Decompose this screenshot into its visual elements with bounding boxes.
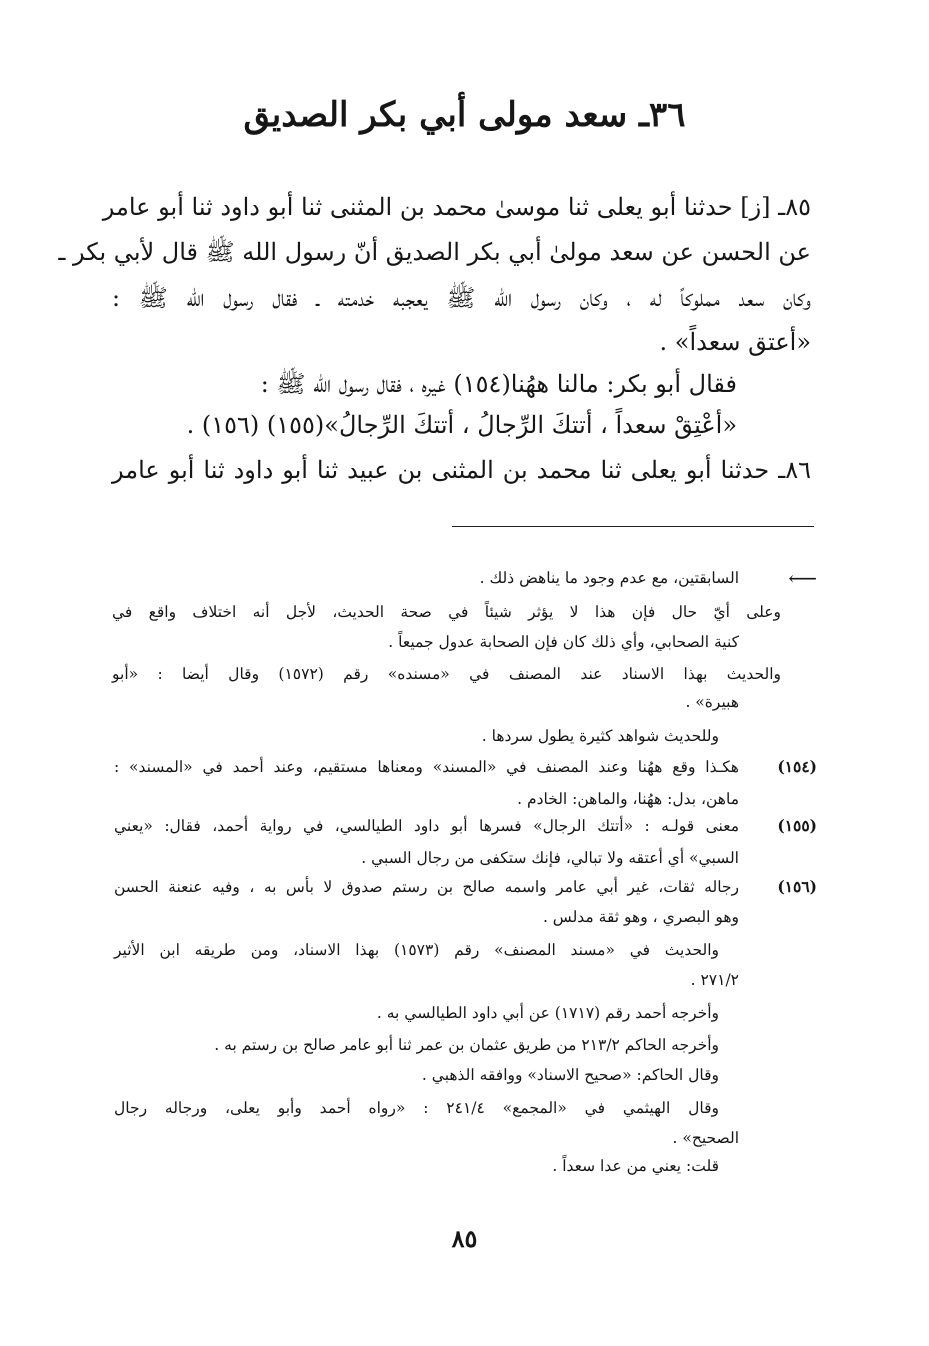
footnote-line: والحديث في «مسند المصنف» رقم (١٥٧٣) بهذا الاسناد، ومن طريقه ابن الأثير bbox=[114, 941, 720, 959]
footnote-number: (١٥٥) bbox=[777, 816, 817, 835]
footnote-line: السابقتين، مع عدم وجود ما يناهض ذلك . bbox=[479, 569, 739, 587]
footnote-line: هبيرة» . bbox=[685, 693, 739, 711]
footnote-line: وقال الحاكم: «صحيح الاسناد» ووافقه الذهبي . bbox=[421, 1066, 719, 1084]
footnote-line: معنى قولـه : «أتتك الرجال» فسرها أبو داود الطيالسي، في رواية أحمد، فقال: «يعني bbox=[114, 817, 739, 835]
main-text-line: ٨٥ـ [ز] حدثنا أبو يعلى ثنا موسىٰ محمد بن المثنى ثنا أبو داود ثنا أبو عامر bbox=[102, 193, 811, 221]
main-text-line: «أعتق سعداً» . bbox=[659, 328, 811, 356]
footnote-divider bbox=[452, 526, 814, 527]
main-text-line: وكان سعد مملوكاً له ، وكان رسول الله ﷺ يعجبه خدمته ـ فقال رسول الله ﷺ : bbox=[112, 284, 811, 312]
footnote-line: كنية الصحابي، وأي ذلك كان فإن الصحابة عدول جميعاً . bbox=[388, 633, 739, 651]
footnote-line: وعلى أيّ حال فإن هذا لا يؤثر شيئاً في صحة الحديث، لأجل أنه اختلاف واقع في bbox=[112, 603, 781, 621]
footnote-line: والحديث بهذا الاسناد عند المصنف في «مسنده» رقم (١٥٧٢) وقال أيضا : «أبو bbox=[112, 665, 781, 683]
footnote-line: وأخرجه الحاكم ٢١٣/٢ من طريق عثمان بن عمر ثنا أبو عامر صالح بن رستم به . bbox=[214, 1036, 719, 1054]
main-text-line: فقال أبو بكر: مالنا ههُنا(١٥٤) غيره ، فقال رسول الله ﷺ : bbox=[260, 370, 737, 398]
main-text-line: ٨٦ـ حدثنا أبو يعلى ثنا محمد بن المثنى بن عبيد ثنا أبو داود ثنا أبو عامر bbox=[112, 456, 812, 484]
footnote-line: وأخرجه أحمد رقم (١٧١٧) عن أبي داود الطيالسي به . bbox=[376, 1004, 719, 1022]
footnote-line: رجاله ثقات، غير أبي عامر واسمه صالح بن رستم صدوق لا بأس به ، وفيه عنعنة الحسن bbox=[114, 878, 739, 896]
chapter-title: ٣٦ـ سعد مولى أبي بكر الصديق bbox=[243, 95, 686, 135]
footnote-number: (١٥٦) bbox=[777, 877, 817, 896]
main-text-line: عن الحسن عن سعد مولىٰ أبي بكر الصديق أنّ رسول الله ﷺ قال لأبي بكر ـ bbox=[58, 238, 811, 266]
footnote-line: قلت: يعني من عدا سعداً . bbox=[552, 1157, 719, 1175]
footnote-number: (١٥٤) bbox=[777, 757, 817, 776]
footnote-line: ٢٧١/٢ . bbox=[690, 971, 739, 989]
footnote-line: هكـذا وقع ههُنا وعند المصنف في «المسند» ومعناها مستقيم، وعند أحمد في «المسند» : bbox=[114, 758, 739, 776]
footnote-line: وللحديث شواهد كثيرة يطول سردها . bbox=[481, 727, 719, 745]
footnote-line: السبي» أي أعتقه ولا تبالي، فإنك ستكفى من رجال السبي . bbox=[361, 849, 739, 867]
footnote-line: وقال الهيثمي في «المجمع» ٢٤١/٤ : «رواه أحمد وأبو يعلى، ورجاله رجال bbox=[114, 1099, 719, 1117]
footnote-line: وهو البصري ، وهو ثقة مدلس . bbox=[542, 908, 739, 926]
footnote-line: ماهن، بدل: ههُنا، والماهن: الخادم . bbox=[517, 790, 739, 808]
footnote-line: الصحيح» . bbox=[672, 1129, 739, 1147]
continuation-arrow-icon: ⟵ bbox=[788, 566, 817, 590]
page-number: ٨٥ bbox=[451, 1224, 478, 1253]
main-text-line: «أعْتِقْ سعداً ، أتتكَ الرِّجالُ ، أتتكَ الرِّجالُ»(١٥٥) (١٥٦) . bbox=[186, 411, 737, 439]
